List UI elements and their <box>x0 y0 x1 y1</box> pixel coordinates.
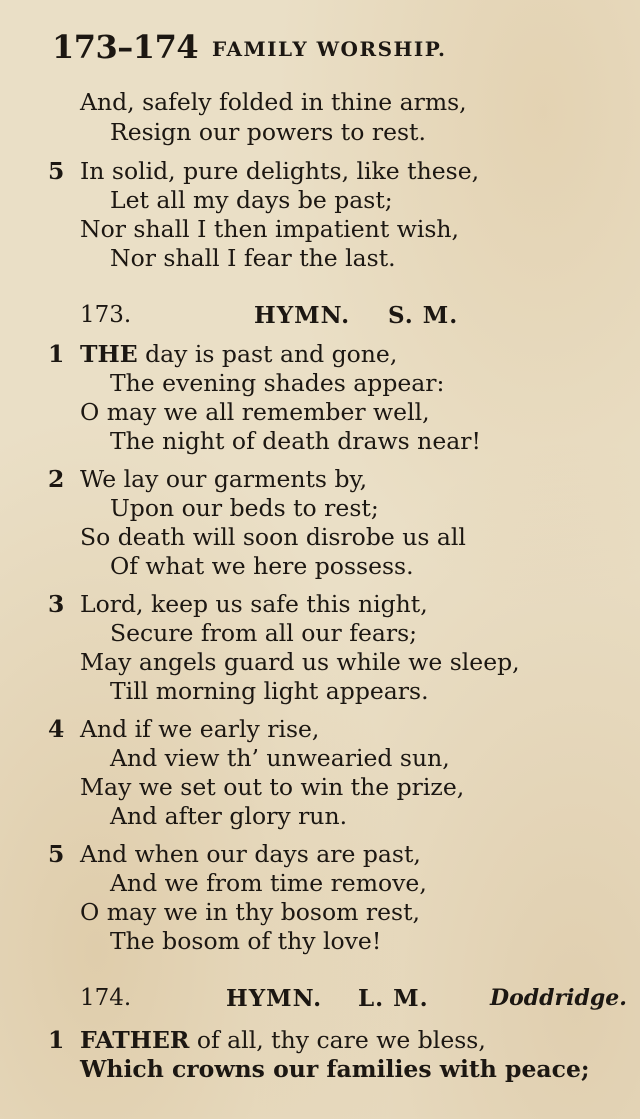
verse-line <box>80 340 397 368</box>
verse-line: Upon our beds to rest; <box>110 494 379 522</box>
verse-line: The evening shades appear: <box>110 369 445 397</box>
verse-first-word: THE <box>80 340 138 368</box>
continuation-line: And, safely folded in thine arms, <box>80 88 467 116</box>
verse-number: 5 <box>48 840 65 868</box>
verse-line: May angels guard us while we sleep, <box>80 648 520 676</box>
continuation-line: Resign our powers to rest. <box>110 118 426 146</box>
hymn-label: HYMN. <box>254 302 351 329</box>
verse-line: Which crowns our families with peace; <box>80 1055 590 1083</box>
verse-line: May we set out to win the prize, <box>80 773 465 801</box>
hymn-label: HYMN. <box>226 985 323 1012</box>
verse-line: In solid, pure delights, like these, <box>80 157 480 185</box>
verse-line: Till morning light appears. <box>110 677 429 705</box>
verse-line <box>80 1026 486 1054</box>
verse-line: And if we early rise, <box>80 715 320 743</box>
verse-line: And after glory run. <box>110 802 348 830</box>
verse-line: O may we all remember well, <box>80 398 430 426</box>
verse-number: 3 <box>48 590 65 618</box>
running-title: FAMILY WORSHIP. <box>212 37 447 61</box>
hymn-meter: L. M. <box>358 985 429 1012</box>
page-header <box>52 28 612 72</box>
verse-line: The bosom of thy love! <box>110 927 382 955</box>
verse-first-word: FATHER <box>80 1026 190 1054</box>
hymn-174-heading <box>0 985 640 1015</box>
verse-line: Nor shall I fear the last. <box>110 244 396 272</box>
verse-number: 2 <box>48 465 65 493</box>
verse-number: 4 <box>48 715 65 743</box>
verse-line: Of what we here possess. <box>110 552 414 580</box>
verse-line: Let all my days be past; <box>110 186 393 214</box>
hymn-number: 174. <box>80 985 132 1011</box>
verse-first-rest: day is past and gone, <box>137 340 398 368</box>
verse-line: The night of death draws near! <box>110 427 481 455</box>
verse-number: 5 <box>48 157 65 185</box>
hymn-number: 173. <box>80 302 132 328</box>
page-numbers: 173–174 <box>52 28 199 66</box>
verse-number: 1 <box>48 340 65 368</box>
verse-line: Lord, keep us safe this night, <box>80 590 428 618</box>
verse-first-rest: of all, thy care we bless, <box>189 1026 486 1054</box>
verse-line: O may we in thy bosom rest, <box>80 898 420 926</box>
hymn-author: Doddridge. <box>490 985 627 1011</box>
verse-line: And we from time remove, <box>110 869 427 897</box>
verse-number: 1 <box>48 1026 65 1054</box>
hymn-meter: S. M. <box>388 302 459 329</box>
verse-line: We lay our garments by, <box>80 465 368 493</box>
verse-line: And when our days are past, <box>80 840 421 868</box>
verse-line: Secure from all our fears; <box>110 619 418 647</box>
verse-line: Nor shall I then impatient wish, <box>80 215 460 243</box>
hymn-173-heading <box>0 302 640 332</box>
verse-line: So death will soon disrobe us all <box>80 523 466 551</box>
verse-line: And view th’ unwearied sun, <box>110 744 450 772</box>
